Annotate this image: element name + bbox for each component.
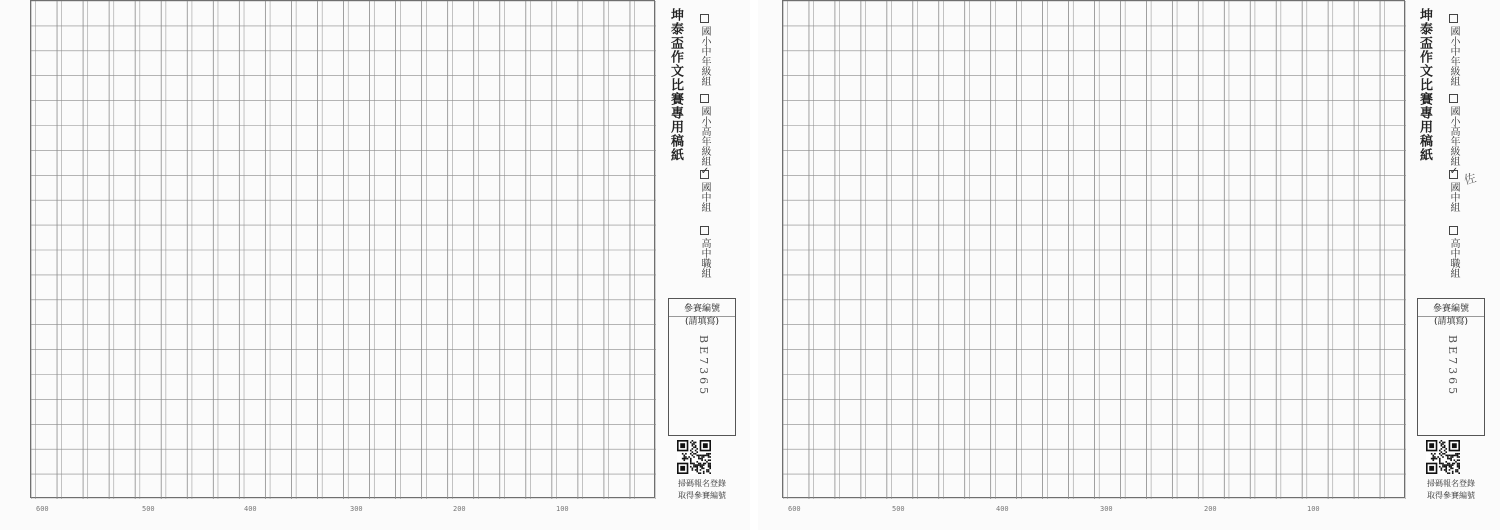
qr-module	[696, 468, 698, 470]
qr-module	[1442, 466, 1444, 468]
form-sidebar	[663, 0, 741, 530]
qr-module	[692, 468, 694, 470]
qr-module	[685, 456, 687, 458]
qr-module	[695, 464, 697, 466]
qr-module	[698, 464, 700, 466]
qr-module	[695, 442, 697, 444]
qr-module	[1452, 456, 1454, 458]
qr-module	[1447, 463, 1449, 465]
qr-module	[692, 469, 694, 471]
qr-module	[683, 458, 685, 460]
qr-module	[1441, 455, 1443, 457]
scale-label: 100	[556, 505, 569, 513]
qr-module	[1449, 463, 1451, 465]
qr-module	[690, 463, 692, 465]
qr-module	[693, 464, 695, 466]
qr-module	[703, 471, 705, 473]
qr-module	[696, 451, 698, 453]
qr-module	[1444, 469, 1446, 471]
qr-caption-register: 掃碼報名登錄	[1427, 479, 1475, 488]
option-elementary-upper[interactable]	[697, 94, 712, 166]
qr-module	[1441, 468, 1443, 470]
qr-module	[1457, 469, 1459, 471]
qr-module	[706, 471, 708, 473]
qr-module	[695, 445, 697, 447]
qr-module	[695, 450, 697, 452]
checkbox-icon[interactable]	[700, 14, 709, 23]
checkbox-icon[interactable]	[700, 94, 709, 103]
qr-module	[700, 455, 702, 457]
qr-module	[1441, 469, 1443, 471]
qr-module	[683, 456, 685, 458]
qr-module	[1458, 459, 1460, 461]
checkbox-icon[interactable]	[1449, 14, 1458, 23]
qr-module	[1445, 468, 1447, 470]
checkbox-checked-icon[interactable]	[700, 170, 709, 179]
qr-module	[709, 468, 711, 470]
qr-module	[1432, 455, 1434, 457]
writing-grid	[782, 0, 1405, 498]
qr-finder	[1452, 443, 1457, 448]
qr-module	[708, 459, 710, 461]
qr-module	[683, 455, 685, 457]
entry-number-box	[668, 298, 736, 436]
qr-module	[1445, 469, 1447, 471]
qr-finder	[703, 443, 708, 448]
qr-module	[696, 469, 698, 471]
qr-module	[1445, 461, 1447, 463]
option-junior-high[interactable]	[1446, 170, 1461, 212]
qr-module	[708, 464, 710, 466]
qr-module	[701, 468, 703, 470]
qr-module	[706, 453, 708, 455]
qr-module	[1439, 450, 1441, 452]
qr-module	[1445, 455, 1447, 457]
qr-finder	[1429, 443, 1434, 448]
qr-code-icon	[677, 440, 711, 474]
qr-module	[1458, 468, 1460, 470]
qr-module	[1432, 458, 1434, 460]
qr-module	[690, 466, 692, 468]
qr-module	[1442, 464, 1444, 466]
scale-label: 600	[36, 505, 49, 513]
qr-module	[1458, 472, 1460, 474]
qr-module	[1441, 451, 1443, 453]
qr-finder	[680, 443, 685, 448]
qr-module	[1457, 456, 1459, 458]
qr-module	[700, 472, 702, 474]
qr-module	[1452, 464, 1454, 466]
qr-module	[1444, 446, 1446, 448]
qr-module	[701, 466, 703, 468]
qr-module	[1454, 463, 1456, 465]
qr-module	[696, 455, 698, 457]
handwritten-mark: 佐	[1462, 170, 1478, 188]
qr-module	[1441, 448, 1443, 450]
qr-module	[1447, 456, 1449, 458]
entry-number-box	[1417, 298, 1485, 436]
qr-module	[1444, 450, 1446, 452]
qr-module	[1450, 458, 1452, 460]
qr-module	[705, 455, 707, 457]
scale-label: 400	[996, 505, 1009, 513]
qr-module	[690, 450, 692, 452]
qr-module	[1439, 458, 1441, 460]
qr-module	[1449, 455, 1451, 457]
qr-module	[1452, 468, 1454, 470]
option-elementary-middle[interactable]	[697, 14, 712, 86]
qr-module	[698, 458, 700, 460]
qr-module	[1441, 463, 1443, 465]
qr-module	[703, 468, 705, 470]
entry-number-value: BE7365	[1446, 335, 1459, 398]
qr-module	[693, 442, 695, 444]
qr-module	[700, 466, 702, 468]
qr-module	[709, 459, 711, 461]
qr-module	[1458, 464, 1460, 466]
qr-module	[1439, 459, 1441, 461]
option-label: 國小高年級組	[1448, 106, 1459, 166]
qr-module	[1449, 469, 1451, 471]
qr-module	[1445, 464, 1447, 466]
qr-module	[1442, 446, 1444, 448]
entry-number-hint: (請填寫)	[684, 317, 720, 327]
qr-module	[1455, 469, 1457, 471]
qr-module	[703, 456, 705, 458]
qr-module	[696, 448, 698, 450]
qr-module	[1457, 471, 1459, 473]
qr-module	[685, 453, 687, 455]
qr-module	[701, 456, 703, 458]
qr-module	[696, 466, 698, 468]
qr-module	[1449, 458, 1451, 460]
qr-module	[701, 455, 703, 457]
scale-label: 300	[350, 505, 363, 513]
qr-module	[703, 455, 705, 457]
form-title: 坤泰盃作文比賽專用稿紙	[668, 8, 683, 162]
qr-module	[703, 472, 705, 474]
qr-module	[690, 459, 692, 461]
qr-module	[696, 461, 698, 463]
qr-module	[1452, 463, 1454, 465]
option-elementary-upper[interactable]	[1446, 94, 1461, 166]
qr-module	[1439, 466, 1441, 468]
qr-module	[706, 455, 708, 457]
qr-module	[692, 443, 694, 445]
qr-module	[708, 453, 710, 455]
qr-module	[709, 464, 711, 466]
qr-module	[698, 463, 700, 465]
qr-module	[706, 461, 708, 463]
qr-module	[693, 463, 695, 465]
entry-number-value: BE7365	[697, 335, 710, 398]
qr-module	[695, 453, 697, 455]
qr-module	[692, 463, 694, 465]
qr-finder	[1429, 466, 1434, 471]
qr-module	[1444, 453, 1446, 455]
qr-caption-register: 掃碼報名登錄	[678, 479, 726, 488]
qr-module	[1447, 455, 1449, 457]
qr-module	[1445, 451, 1447, 453]
option-label: 國中組	[699, 182, 710, 212]
qr-module	[692, 445, 694, 447]
qr-module	[696, 471, 698, 473]
manuscript-page-right	[758, 0, 1500, 530]
qr-caption-entry: 取得參賽編號	[1427, 491, 1475, 500]
checkbox-icon[interactable]	[700, 226, 709, 235]
qr-module	[709, 463, 711, 465]
qr-module	[1436, 458, 1438, 460]
qr-module	[693, 446, 695, 448]
qr-module	[701, 458, 703, 460]
qr-module	[1444, 445, 1446, 447]
scale-label: 100	[1307, 505, 1320, 513]
scale-label: 200	[453, 505, 466, 513]
qr-module	[692, 455, 694, 457]
qr-module	[1458, 453, 1460, 455]
qr-module	[1441, 440, 1443, 442]
qr-module	[692, 440, 694, 442]
qr-module	[708, 466, 710, 468]
form-sidebar	[1412, 0, 1490, 530]
qr-module	[690, 461, 692, 463]
qr-module	[1454, 459, 1456, 461]
qr-module	[1452, 471, 1454, 473]
option-label: 國中組	[1448, 182, 1459, 212]
qr-module	[701, 459, 703, 461]
qr-module	[700, 458, 702, 460]
qr-module	[708, 455, 710, 457]
qr-module	[698, 472, 700, 474]
qr-module	[1450, 459, 1452, 461]
qr-module	[690, 453, 692, 455]
qr-module	[693, 466, 695, 468]
option-elementary-middle[interactable]	[1446, 14, 1461, 86]
qr-module	[1457, 464, 1459, 466]
qr-finder	[680, 466, 685, 471]
qr-module	[700, 469, 702, 471]
qr-module	[1432, 459, 1434, 461]
qr-module	[683, 459, 685, 461]
qr-module	[1444, 464, 1446, 466]
qr-module	[1458, 463, 1460, 465]
qr-module	[1439, 461, 1441, 463]
qr-module	[690, 442, 692, 444]
qr-module	[1445, 466, 1447, 468]
qr-module	[1458, 456, 1460, 458]
form-title: 坤泰盃作文比賽專用稿紙	[1417, 8, 1432, 162]
qr-caption-entry: 取得參賽編號	[678, 491, 726, 500]
grid-lines	[31, 1, 656, 499]
qr-module	[685, 458, 687, 460]
qr-module	[1455, 461, 1457, 463]
option-label: 國小中年級組	[699, 26, 710, 86]
option-senior-high[interactable]	[1446, 226, 1461, 278]
qr-module	[1455, 455, 1457, 457]
qr-module	[703, 464, 705, 466]
qr-code-icon	[1426, 440, 1460, 474]
qr-module	[696, 464, 698, 466]
qr-module	[1442, 463, 1444, 465]
qr-module	[706, 469, 708, 471]
option-label: 高中職組	[699, 238, 710, 278]
qr-module	[693, 456, 695, 458]
qr-module	[1431, 458, 1433, 460]
scale-label: 600	[788, 505, 801, 513]
qr-module	[709, 456, 711, 458]
qr-module	[1442, 453, 1444, 455]
qr-module	[1450, 455, 1452, 457]
writing-grid	[30, 0, 655, 498]
qr-module	[695, 469, 697, 471]
qr-module	[1441, 443, 1443, 445]
qr-module	[693, 443, 695, 445]
qr-module	[1434, 458, 1436, 460]
qr-module	[1450, 464, 1452, 466]
qr-module	[1439, 453, 1441, 455]
scale-label: 200	[1204, 505, 1217, 513]
checkbox-checked-icon[interactable]	[1449, 170, 1458, 179]
qr-module	[1458, 466, 1460, 468]
qr-module	[1441, 445, 1443, 447]
qr-module	[703, 463, 705, 465]
qr-module	[1434, 456, 1436, 458]
qr-module	[1450, 466, 1452, 468]
qr-module	[692, 448, 694, 450]
scale-label: 500	[892, 505, 905, 513]
qr-module	[688, 456, 690, 458]
qr-module	[708, 463, 710, 465]
qr-module	[1450, 468, 1452, 470]
qr-module	[708, 456, 710, 458]
scale-label: 400	[244, 505, 257, 513]
qr-module	[1454, 455, 1456, 457]
qr-module	[1457, 453, 1459, 455]
option-label: 國小高年級組	[699, 106, 710, 166]
qr-module	[695, 466, 697, 468]
qr-module	[698, 455, 700, 457]
qr-module	[1437, 456, 1439, 458]
qr-module	[1449, 464, 1451, 466]
option-junior-high[interactable]	[697, 170, 712, 212]
qr-module	[709, 472, 711, 474]
qr-module	[1442, 442, 1444, 444]
entry-number-hint: (請填寫)	[1433, 317, 1469, 327]
option-label: 高中職組	[1448, 238, 1459, 278]
qr-module	[1442, 456, 1444, 458]
qr-module	[1444, 442, 1446, 444]
qr-module	[701, 464, 703, 466]
scale-label: 300	[1100, 505, 1113, 513]
qr-module	[1432, 456, 1434, 458]
checkbox-icon[interactable]	[1449, 94, 1458, 103]
option-label: 國小中年級組	[1448, 26, 1459, 86]
qr-module	[682, 458, 684, 460]
qr-module	[1457, 463, 1459, 465]
qr-module	[1447, 464, 1449, 466]
qr-module	[1455, 453, 1457, 455]
qr-module	[695, 446, 697, 448]
qr-module	[1457, 455, 1459, 457]
qr-module	[698, 456, 700, 458]
checkbox-icon[interactable]	[1449, 226, 1458, 235]
qr-module	[708, 471, 710, 473]
qr-module	[1431, 453, 1433, 455]
qr-module	[705, 459, 707, 461]
qr-module	[1442, 443, 1444, 445]
option-senior-high[interactable]	[697, 226, 712, 278]
qr-module	[687, 458, 689, 460]
grid-lines	[783, 1, 1406, 499]
entry-number-label: 參賽編號	[669, 301, 735, 317]
qr-module	[1439, 463, 1441, 465]
qr-module	[1452, 472, 1454, 474]
qr-module	[1434, 453, 1436, 455]
qr-module	[1455, 471, 1457, 473]
entry-number-label: 參賽編號	[1418, 301, 1484, 317]
qr-module	[705, 463, 707, 465]
qr-module	[690, 458, 692, 460]
qr-module	[682, 453, 684, 455]
qr-module	[1445, 448, 1447, 450]
qr-module	[1439, 442, 1441, 444]
qr-module	[709, 453, 711, 455]
qr-module	[1457, 459, 1459, 461]
qr-module	[1457, 466, 1459, 468]
qr-module	[709, 466, 711, 468]
qr-module	[693, 453, 695, 455]
qr-module	[1445, 471, 1447, 473]
qr-module	[1447, 458, 1449, 460]
qr-module	[1452, 455, 1454, 457]
qr-module	[1447, 472, 1449, 474]
qr-module	[708, 469, 710, 471]
scale-label: 500	[142, 505, 155, 513]
qr-module	[1444, 466, 1446, 468]
qr-module	[1450, 456, 1452, 458]
qr-module	[700, 464, 702, 466]
qr-module	[1449, 472, 1451, 474]
qr-module	[1449, 466, 1451, 468]
qr-module	[700, 463, 702, 465]
qr-module	[692, 451, 694, 453]
